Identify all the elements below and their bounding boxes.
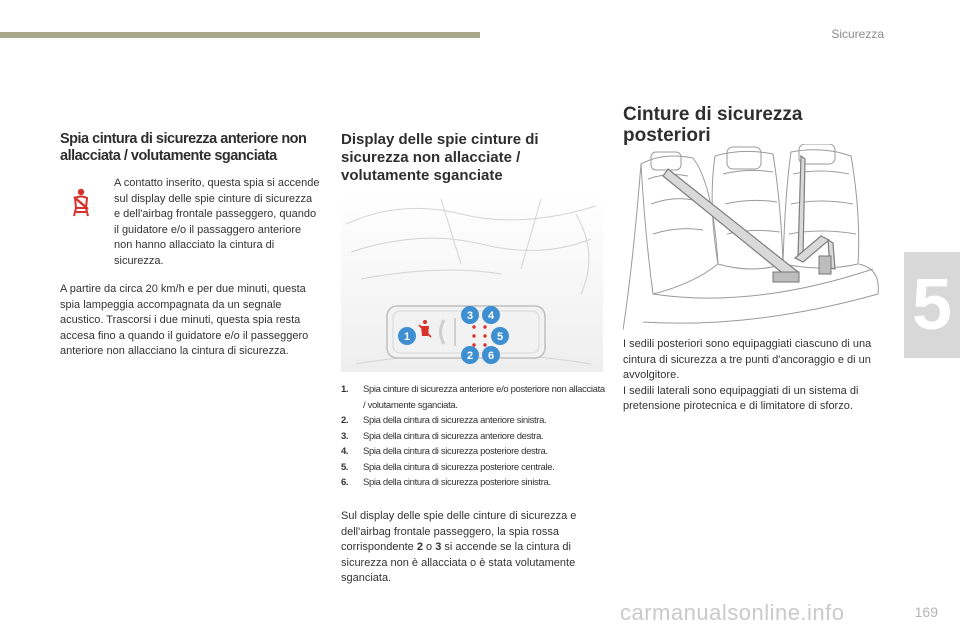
callout-5	[491, 327, 509, 345]
seatbelt-warning-icon	[68, 188, 94, 218]
legend-item: 3. Spia della cintura di sicurezza anteriore destra.	[341, 430, 544, 442]
chapter-number: 5	[911, 265, 953, 345]
callout-1	[398, 327, 416, 345]
legend-item: 5. Spia della cintura di sicurezza posteriore centrale.	[341, 461, 555, 473]
page-number: 169	[914, 604, 938, 620]
legend-item: 4. Spia della cintura di sicurezza posteriore destra.	[341, 446, 548, 457]
watermark: carmanualsonline.info	[620, 600, 845, 625]
legend-item: 2. Spia della cintura di sicurezza anteriore sinistra.	[341, 415, 547, 426]
lamp-number-2: 2	[416, 541, 423, 554]
lamp-number-3: 3	[435, 541, 442, 554]
callout-2	[461, 346, 479, 364]
legend-item: 6. Spia della cintura di sicurezza posteriore sinistra.	[341, 477, 551, 488]
warning-body-text: A partire da circa 20 km/h e per due minuti, questa spia lampeggia accompagnata da un segnale acustico. Trascorsi i due minuti, questa spia resta accesa fino a quando il guidatore e/o il passeggero anteriore non allacciano la cintura di sicurezza.	[60, 283, 309, 358]
header-accent-bar	[0, 32, 480, 38]
display-explanation-text: Sul display delle spie delle cinture di sicurezza e dell'airbag frontale passeggero, la spia rossa corrispondente 2 o 3 si accende se la cintura di sicurezza non è allacciata o è stata volutamente sganciata.	[341, 510, 577, 585]
legend-item: 1. Spia cinture di sicurezza anteriore e/o posteriore non allacciata / volutamente sganciata.	[341, 384, 605, 411]
svg-text:4: 4	[487, 310, 495, 322]
svg-text:5: 5	[496, 331, 504, 343]
callout-4	[482, 306, 500, 324]
warning-intro-text: A contatto inserito, questa spia si accende sul display delle spie cinture di sicurezza e dell'airbag frontale passeggero, quando il guidatore e/o il passaggero anteriore non hanno allacciato la cintura di sicurezza.	[114, 177, 320, 267]
svg-text:6: 6	[487, 350, 495, 362]
seatbelt-display-illustration	[341, 194, 603, 372]
front-seatbelt-heading: Spia cintura di sicurezza anteriore non allacciata / volutamente sganciata	[60, 131, 307, 164]
callout-6	[482, 346, 500, 364]
rear-seat-illustration	[623, 144, 885, 330]
callout-3	[461, 306, 479, 324]
display-heading: Display delle spie cinture di sicurezza non allacciate / volutamente sganciate	[341, 131, 539, 184]
svg-text:1: 1	[403, 331, 411, 343]
rear-seatbelts-heading: Cinture di sicurezza posteriori	[623, 104, 803, 146]
rear-seatbelts-text: I sedili posteriori sono equipaggiati ciascuno di una cintura di sicurezza a tre punti d'ancoraggio e di un avvolgitore. I sedili laterali sono equipaggiati di un sistema di pretensione pirotecnica e di limitatore di sforzo.	[623, 338, 872, 413]
section-title: Sicurezza	[831, 27, 884, 41]
svg-text:3: 3	[466, 310, 474, 322]
callout-legend	[341, 382, 605, 491]
svg-text:2: 2	[466, 350, 474, 362]
